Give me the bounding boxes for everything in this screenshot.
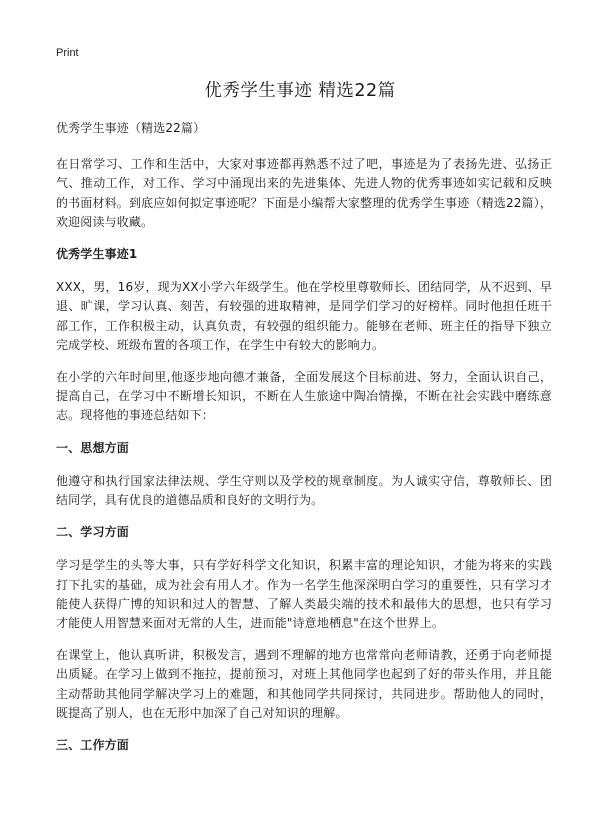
page-title: 优秀学生事迹 精选22篇: [204, 81, 396, 101]
print-link[interactable]: Print: [56, 47, 79, 59]
heading-thought: 一、思想方面: [56, 440, 129, 455]
paragraph-5: 在课堂上，他认真听讲，积极发言，遇到不理解的地方也常常向老师请教，还勇于向老师提出质疑。在学习上做到不拖拉，提前预习，对班上其他同学也起到了好的带头作用，并且能主动帮助其他同学解决学习上的难题，和其他同学共同探讨，共同进步。帮助他人的同时，既提高了别人，也在无形中加深了自己对知识的理解。: [56, 648, 552, 720]
article-subtitle: 优秀学生事迹（精选22篇）: [56, 121, 206, 135]
paragraph-4: 学习是学生的头等大事，只有学好科学文化知识，积累丰富的理论知识，才能为将来的实践打下扎实的基础，成为社会有用人才。作为一名学生他深深明白学习的重要性，只有学习才能使人获得广博的知识和过人的智慧、了解人类最尖端的技术和最伟大的思想，也只有学习才能使人用智慧来面对无常的人生，进而能"诗意地栖息"在这个世界上。: [56, 558, 552, 631]
paragraph-2: 在小学的六年时间里,他逐步地向德才兼备，全面发展这个目标前进、努力，全面认识自己，提高自己，在学习中不断增长知识，不断在人生旅途中陶冶情操，不断在社会实践中磨练意志。现将他的事迹总结如下：: [56, 370, 552, 423]
article-body: [56, 119, 552, 769]
section-title: 优秀学生事迹1: [56, 247, 138, 262]
paragraph-3: 他遵守和执行国家法律法规、学生守则以及学校的规章制度。为人诚实守信，尊敬师长、团结同学，具有优良的道德品质和良好的文明行为。: [56, 473, 552, 508]
heading-work: 三、工作方面: [56, 738, 129, 753]
intro-paragraph: 在日常学习、工作和生活中，大家对事迹都再熟悉不过了吧，事迹是为了表扬先进、弘扬正气、推动工作，对工作、学习中涌现出来的先进集体、先进人物的优秀事迹如实记载和反映的书面材料。到底应如何拟定事迹呢？下面是小编帮大家整理的优秀学生事迹（精选22篇），欢迎阅读与收藏。: [56, 157, 552, 229]
paragraph-1: XXX，男，16岁，现为XX小学六年级学生。他在学校里尊敬师长、团结同学，从不迟到、早退、旷课，学习认真、刻苦，有较强的进取精神，是同学们学习的好榜样。同时他担任班干部工作，工作积极主动，认真负责，有较强的组织能力。能够在老师、班主任的指导下独立完成学校、班级布置的各项工作，在学生中有较大的影响力。: [56, 280, 552, 352]
heading-study: 二、学习方面: [56, 525, 129, 540]
